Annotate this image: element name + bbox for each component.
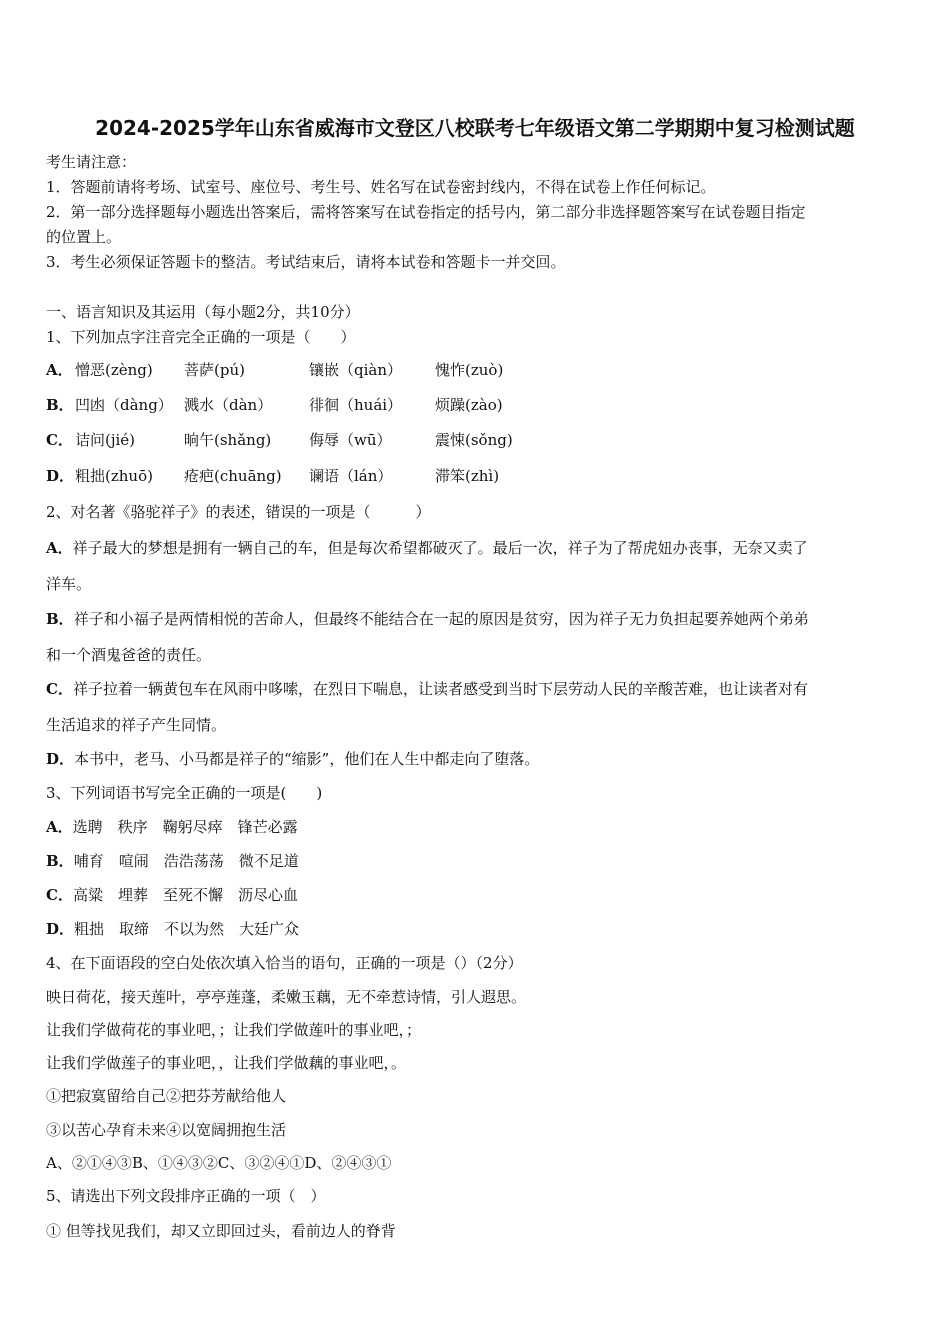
page-title: 2024-2025学年山东省威海市文登区八校联考七年级语文第二学期期中复习检测试题 [95,116,855,140]
q4-stem: 4、在下面语段的空白处依次填入恰当的语句，正确的一项是（）（2分） [46,954,523,972]
q1-word: 烦躁(zào) [435,396,503,414]
q1-word: 徘徊（huái） [309,396,403,414]
q1-word: 疮疤(chuāng) [184,467,282,485]
q4-passage-line: 让我们学做荷花的事业吧，；让我们学做莲叶的事业吧，； [46,1021,422,1039]
q3-option-text: 粗拙 取缔 不以为然 大廷广众 [74,920,300,938]
notice-heading: 考生请注意： [46,153,137,171]
q1-option-label: C． [46,431,73,449]
q3-option-label: D． [46,920,75,938]
q5-passage-line: ① 但等找见我们，却又立即回过头，看前边人的脊背 [46,1222,396,1240]
q2-option-a-cont: 洋车。 [46,575,92,593]
q1-word: 侮辱（wū） [309,431,392,449]
notice-item-2-cont: 的位置上。 [46,228,122,246]
notice-item-3: 3．考生必须保证答题卡的整洁。考试结束后，请将本试卷和答题卡一并交回。 [46,253,566,271]
q4-choice-line: ③以苦心孕育未来④以宽阔拥抱生活 [46,1121,287,1139]
q4-passage-line: 让我们学做莲子的事业吧，，让我们学做藕的事业吧，。 [46,1054,407,1072]
q2-option-c-cont: 生活追求的祥子产生同情。 [46,716,227,734]
q2-option-b-cont: 和一个酒鬼爸爸的责任。 [46,646,212,664]
q1-option-label: D． [46,467,75,485]
q1-word: 粗拙(zhuō) [75,467,153,485]
q4-answer-options: A、②①④③B、①④③②C、③②④①D、②④③① [46,1154,392,1172]
q3-option-label: B． [46,852,74,870]
q1-word: 谰语（lán） [309,467,393,485]
q2-option-d [46,749,539,769]
q1-word: 滞笨(zhì) [435,467,500,485]
q3-option-label: C． [46,886,73,904]
q2-option-text: 本书中，老马、小马都是祥子的“缩影”，他们在人生中都走向了堕落。 [74,750,540,768]
notice-item-2: 2．第一部分选择题每小题选出答案后，需将答案写在试卷指定的括号内，第二部分非选择题答案写在试卷题目指定 [46,203,806,221]
q1-word: 诘问(jié) [75,431,136,449]
q1-word: 凹凼（dàng） [75,396,173,414]
q1-option-label: A． [46,361,73,379]
q3-option-text: 高粱 埋葬 至死不懈 沥尽心血 [72,886,298,904]
q2-option-label: A． [46,539,73,557]
q5-stem: 5、请选出下列文段排序正确的一项（ ） [46,1187,326,1205]
q1-stem: 1、下列加点字注音完全正确的一项是（ ） [46,328,356,346]
q2-stem: 2、对名著《骆驼祥子》的表述，错误的一项是（ ） [46,503,431,521]
q3-option-a [46,817,298,837]
q4-passage-line: 映日荷花，接天莲叶，亭亭莲蓬，柔嫩玉藕，无不牵惹诗情，引人遐思。 [46,988,527,1006]
q3-option-b [46,851,299,871]
q1-word: 愧怍(zuò) [435,361,504,379]
q3-option-label: A． [46,818,73,836]
q1-word: 溅水（dàn） [184,396,273,414]
q1-word: 镶嵌（qiàn） [309,361,403,379]
q2-option-text: 祥子最大的梦想是拥有一辆自己的车，但是每次希望都破灭了。最后一次，祥子为了帮虎妞办丧事，无奈又卖了 [72,539,808,557]
q2-option-a [46,538,808,558]
q3-option-c [46,885,298,905]
q2-option-c [46,679,808,699]
q2-option-label: B． [46,610,74,628]
q1-word: 菩萨(pú) [184,361,245,379]
q1-word: 憎恶(zèng) [75,361,153,379]
q3-stem: 3、下列词语书写完全正确的一项是( ) [46,784,323,802]
q1-option-label: B． [46,396,74,414]
q2-option-label: C． [46,680,73,698]
q3-option-text: 选聘 秩序 鞠躬尽瘁 锋芒必露 [72,818,298,836]
q3-option-text: 哺育 喧闹 浩浩荡荡 微不足道 [73,852,299,870]
q3-option-d [46,919,299,939]
q2-option-label: D． [46,750,75,768]
q1-word: 晌午(shǎng) [184,431,272,449]
section-heading: 一、语言知识及其运用（每小题2分，共10分） [46,303,360,321]
q2-option-text: 祥子和小福子是两情相悦的苦命人，但最终不能结合在一起的原因是贫穷，因为祥子无力负担起要养她两个弟弟 [73,610,809,628]
q2-option-b [46,609,809,629]
notice-item-1: 1．答题前请将考场、试室号、座位号、考生号、姓名写在试卷密封线内，不得在试卷上作任何标记。 [46,178,716,196]
q2-option-text: 祥子拉着一辆黄包车在风雨中哆嗦，在烈日下喘息，让读者感受到当时下层劳动人民的辛酸苦难，也让读者对有 [72,680,808,698]
q4-choice-line: ①把寂寞留给自己②把芬芳献给他人 [46,1087,287,1105]
q1-word: 震悚(sǒng) [435,431,513,449]
